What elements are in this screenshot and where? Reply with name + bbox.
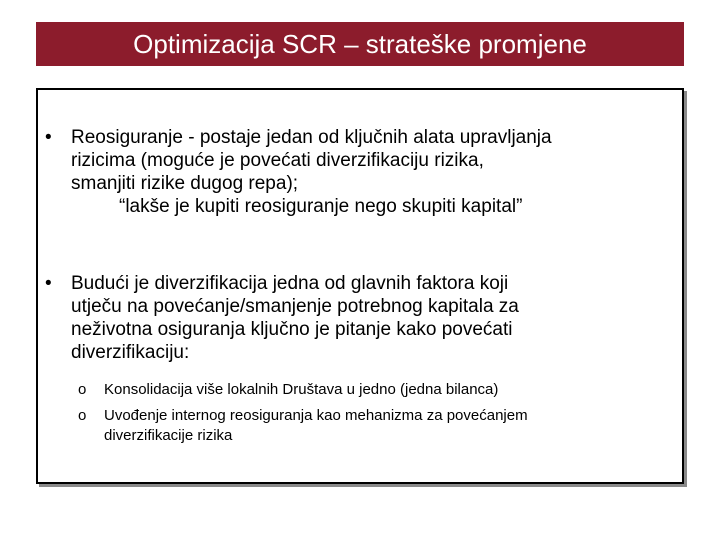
content-box: [36, 88, 684, 484]
sub-item-line: Uvođenje internog reosiguranja kao mehanizma za povećanjem: [104, 407, 528, 424]
bullet-line: utječu na povećanje/smanjenje potrebnog kapitala za: [71, 296, 519, 317]
bullet-text: [71, 272, 676, 364]
bullet-line: Reosiguranje - postaje jedan od ključnih alata upravljanja: [71, 127, 552, 148]
bullet-quote: “lakše je kupiti reosiguranje nego skupiti kapital”: [119, 196, 523, 217]
slide-title-bar: [36, 22, 684, 66]
slide-title: Optimizacija SCR – strateške promjene: [133, 29, 587, 59]
sub-item-line: Konsolidacija više lokalnih Društava u jedno (jedna bilanca): [104, 381, 499, 398]
sub-item-text: [104, 406, 678, 446]
sub-item-text: [104, 380, 678, 400]
bullet-line: smanjiti rizike dugog repa);: [71, 173, 299, 194]
bullet-line: neživotna osiguranja ključno je pitanje kako povećati: [71, 319, 513, 340]
bullet-marker: •: [45, 273, 52, 294]
sub-bullet-marker: o: [78, 407, 87, 424]
bullet-line: diverzifikaciju:: [71, 342, 190, 363]
bullet-marker: •: [45, 127, 52, 148]
bullet-text: [71, 126, 676, 218]
sub-bullet-marker: o: [78, 381, 87, 398]
bullet-line: rizicima (moguće je povećati diverzifikaciju rizika,: [71, 150, 484, 171]
bullet-line: Budući je diverzifikacija jedna od glavnih faktora koji: [71, 273, 509, 294]
sub-item-line: diverzifikacije rizika: [104, 427, 233, 444]
